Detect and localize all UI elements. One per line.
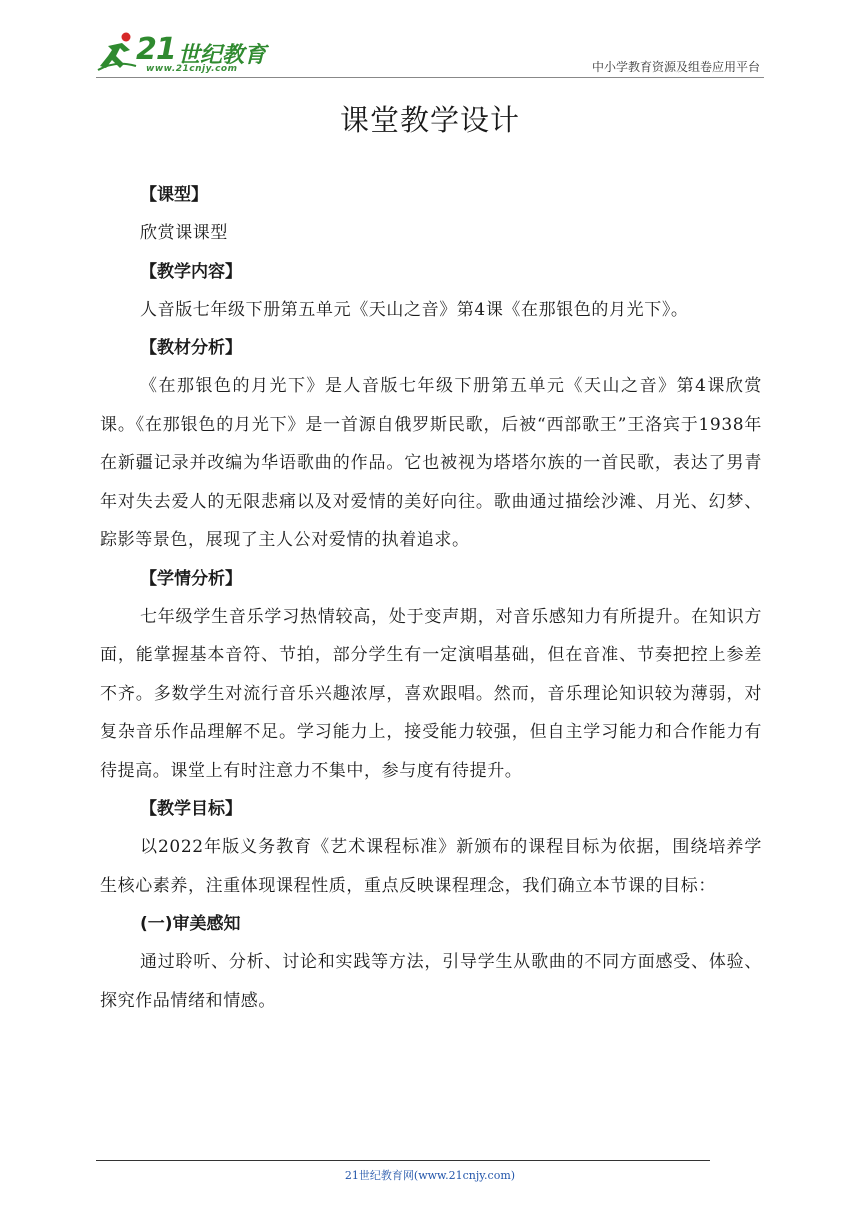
section-heading-goals: 【教学目标】 <box>140 799 242 819</box>
section-text-content: 人音版七年级下册第五单元《天山之音》第4课《在那银色的月光下》。 <box>140 299 689 320</box>
logo-text: 世纪教育 <box>178 43 267 68</box>
page-title: 课堂教学设计 <box>339 103 520 137</box>
section-heading-type: 【课型】 <box>140 185 208 205</box>
page-header <box>0 0 860 80</box>
logo-number: 21 <box>136 32 176 67</box>
logo <box>96 30 266 78</box>
section-text-goals: 以2022年版义务教育《艺术课程标准》新颁布的课程目标为依据，围绕培养学生核心素养，注重体现课程性质，重点反映课程理念，我们确立本节课的目标： <box>100 837 762 896</box>
sub-text-aesthetic: 通过聆听、分析、讨论和实践等方法，引导学生从歌曲的不同方面感受、体验、探究作品情绪和情感。 <box>100 952 762 1011</box>
section-heading-students: 【学情分析】 <box>140 568 242 589</box>
platform-name: 中小学教育资源及组卷应用平台 <box>591 60 760 74</box>
section-text-students: 七年级学生音乐学习热情较高，处于变声期，对音乐感知力有所提升。在知识方面，能掌握基本音符、节拍，部分学生有一定演唱基础，但在音准、节奏把控上参差不齐。多数学生对流行音乐兴趣浓厚，喜欢跟唱。然而，音乐理论知识较为薄弱，对复杂音乐作品理解不足。学习能力上，接受能力较强，但自主学习能力和合作能力有待提高。课堂上有时注意力不集中，参与度有待提升。 <box>100 606 762 781</box>
header-divider <box>96 77 764 78</box>
runner-logo-icon <box>96 30 140 74</box>
section-heading-material: 【教材分析】 <box>140 338 242 358</box>
sub-heading-aesthetic: (一)审美感知 <box>140 914 241 934</box>
footer-divider <box>96 1160 710 1161</box>
footer-link[interactable]: 21世纪教育网(www.21cnjy.com) <box>344 1169 516 1182</box>
section-heading-content: 【教学内容】 <box>140 261 242 282</box>
document-body <box>100 176 762 1020</box>
logo-url: www.21cnjy.com <box>146 64 238 74</box>
section-text-material: 《在那银色的月光下》是人音版七年级下册第五单元《天山之音》第4课欣赏课。《在那银色的月光下》是一首源自俄罗斯民歌，后被“西部歌王”王洛宾于1938年在新疆记录并改编为华语歌曲的作品。它也被视为塔塔尔族的一首民歌，表达了男青年对失去爱人的无限悲痛以及对爱情的美好向往。歌曲通过描绘沙滩、月光、幻梦、踪影等景色，展现了主人公对爱情的执着追求。 <box>100 376 762 550</box>
section-text-type: 欣赏课课型 <box>140 223 228 243</box>
